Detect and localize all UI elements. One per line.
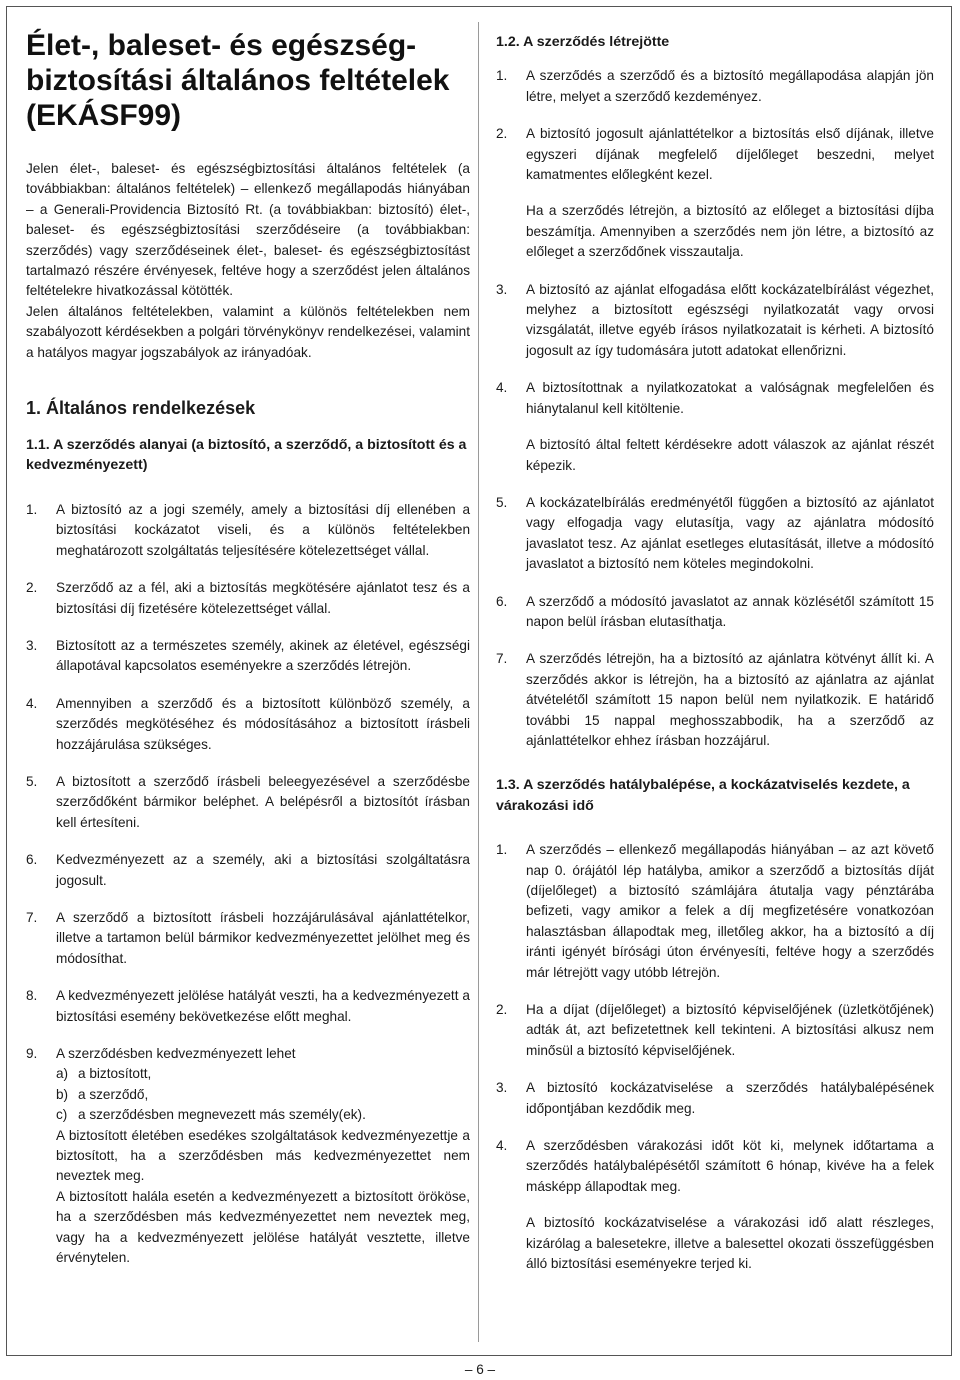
item-number: 1. [26, 501, 38, 517]
item-number: 2. [496, 126, 508, 142]
sub1-list [26, 500, 470, 1027]
item-text: A biztosító kockázatviselése a várakozási idő alatt részleges, kizárólag a balesetekre, illetve a balesettel okozati összefüggésben álló biztosítási eseményekre terjed ki. [526, 1215, 934, 1272]
item-number: 2. [496, 1002, 508, 1018]
list-item [496, 66, 934, 107]
subsection-heading: 1.2. A szerződés létrejötte [496, 34, 670, 50]
list-item [26, 578, 470, 619]
item-body [526, 840, 934, 983]
item-number: 3. [496, 281, 508, 297]
list-item [496, 280, 934, 362]
left-column [26, 28, 470, 1285]
list-item [26, 636, 470, 677]
item-number: 3. [26, 637, 38, 653]
item-body [56, 772, 470, 833]
item-text: A szerződés – ellenkező megállapodás hiányában – az azt követő nap 0. órájától lép hatályba, amikor a szerződő a biztosítás díját (díjelőleget) a biztosító számlájára átutalja vagy pénztárába befizeti, vagy amikor a felek a díj megfizetésére vonatkozóan halasztásban állapodtak meg, illetőleg akkor, ha a biztosító a díj iránti igényét bírósági úton érvényesíti, feltéve hogy a szerződés már létrejött vagy utóbb létrejön. [526, 842, 934, 980]
item-text: A szerződés létrejön, ha a biztosító az ajánlatra kötvényt állít ki. A szerződés akkor is létrejön, ha a biztosító az ajánlatra az ajánlat átvételétől számított 15 napon belül nem nyilatkozik. E határidő további 15 nappal meghosszabbodik, ha a szerződő az ajánlattételkor ehhez írásban hozzájárul. [526, 651, 934, 748]
item-text: A kockázatelbírálás eredményétől függően a biztosító az ajánlatot vagy elfogadja vagy elutasítja, vagy az ajánlatra módosító javaslatot tesz. Az ajánlat esetleges elutasítását, illetve a módosító javaslatot a biztosító nem köteles megindokolni. [526, 494, 934, 572]
item-body [56, 908, 470, 969]
item-text: A szerződő a módosító javaslatot az annak közlésétől számított 15 napon belül írásban elutasíthatja. [526, 593, 934, 629]
item-number: 5. [496, 494, 508, 510]
item-text: A szerződés a szerződő és a biztosító megállapodása alapján jön létre, melyet a szerződő kezdeményez. [526, 68, 934, 104]
item-body [526, 493, 934, 575]
item-text: A biztosító jogosult ajánlattételkor a biztosítás első díjának, illetve egyszeri díjának megfelelő díjelőleget beszedni, melyet kamatmentes előlegként kezel. [526, 126, 934, 183]
item-text: A biztosító által feltett kérdésekre adott válaszok az ajánlat részét képezik. [526, 437, 934, 473]
item-number: 8. [26, 988, 38, 1004]
item-number: 7. [26, 909, 38, 925]
item-text: A biztosított a szerződő írásbeli beleegyezésével a szerződésbe szerződőként bármikor beléphet. A belépésről a biztosítót írásban kell értesíteni. [56, 773, 470, 830]
item-text: A szerződésben várakozási időt köt ki, melynek időtartama a szerződés hatálybalépésétől számított 6 hónap, kivéve ha a felek másképp állapodtak meg. [526, 1138, 934, 1194]
item-text: Szerződő az a fél, aki a biztosítás megkötésére ajánlatot tesz és a biztosítási díj fizetésére kötelezettséget vállal. [56, 580, 470, 616]
subsection-heading: 1.3. A szerződés hatálybalépése, a kockázatviselés kezdete, a várakozási idő [496, 777, 910, 814]
list-item [496, 1136, 934, 1274]
item-number: 3. [496, 1080, 508, 1096]
item-text: A szerződő a biztosított írásbeli hozzájárulásával ajánlattételkor, illetve a tartamon belül bármikor kedvezményezettet jelölhet meg és módosíthat. [56, 909, 470, 966]
item-body [526, 378, 934, 476]
item-number: 1. [496, 842, 508, 858]
item-text: A biztosított halála esetén a kedvezményezett a biztosított örököse, ha a szerződésben más kedvezményezettet nem neveztek meg, vagy ha a kedvezményezett jelölése hatályát vesztette, illetve érvénytelen. [56, 1188, 470, 1266]
item-text: A kedvezményezett jelölése hatályát veszti, ha a kedvezményezett a biztosítási esemény bekövetkezése előtt meghal. [56, 988, 470, 1024]
item-body [56, 850, 470, 891]
list-item [496, 592, 934, 633]
sub-letter: a) [56, 1066, 69, 1082]
item-text: A biztosított életében esedékes szolgáltatások kedvezményezettje a biztosított, ha a szerződésben más kedvezményezettet nem neveztek meg. [56, 1127, 470, 1184]
item-text: A biztosítottnak a nyilatkozatokat a valóságnak megfelelően és hiánytalanul kell kitöltenie. [526, 380, 934, 416]
item-text: Kedvezményezett az a személy, aki a biztosítási szolgáltatásra jogosult. [56, 852, 470, 888]
item-body [56, 986, 470, 1027]
sub-item [56, 1064, 470, 1084]
sub-letter: c) [56, 1107, 68, 1123]
item-text: Ha a szerződés létrejön, a biztosító az előleget a biztosítási díjba beszámítja. Amennyiben a szerződés nem jön létre, a biztosító az előleget a szerződőnek visszautalja. [526, 203, 934, 260]
list-item [496, 649, 934, 751]
list-item [26, 694, 470, 755]
item-number: 7. [496, 651, 508, 667]
list-item [496, 1078, 934, 1119]
column-divider [478, 22, 479, 1342]
item-body [526, 280, 934, 362]
sub-letter: b) [56, 1086, 69, 1102]
item-text: Ha a díjat (díjelőleget) a biztosító képviselőjének (üzletkötőjének) adták át, azt befizetettnek kell tekinteni. A biztosítási alkusz nem minősül a biztosító képviselőjének. [526, 1002, 934, 1058]
item-body [56, 694, 470, 755]
intro-paragraph: Jelen általános feltételekben, valamint a különös feltételekben nem szabályozott kérdésekben a polgári törvénykönyv rendelkezései, valamint a hatályos magyar jogszabályok az irányadóak. [26, 303, 470, 360]
list-item [26, 986, 470, 1027]
item-number: 6. [496, 593, 508, 609]
intro-text [26, 159, 470, 363]
list-item [26, 1044, 470, 1268]
item-number: 6. [26, 852, 38, 868]
item-text: A biztosító kockázatviselése a szerződés hatálybalépésének időpontjában kezdődik meg. [526, 1080, 934, 1116]
item-number: 4. [496, 380, 508, 396]
sub-text: a szerződő, [78, 1086, 149, 1102]
item-number: 5. [26, 773, 38, 789]
item-body [526, 1136, 934, 1274]
item-body [56, 500, 470, 561]
list-item [496, 124, 934, 262]
item-number: 9. [26, 1046, 38, 1061]
list-item [26, 850, 470, 891]
sub3-list [496, 840, 934, 1274]
item-body [56, 636, 470, 677]
sub-text: a szerződésben megnevezett más személy(ek). [78, 1107, 366, 1123]
item-body [526, 1078, 934, 1119]
item-text: A szerződésben kedvezményezett lehet [56, 1046, 296, 1061]
sub-item [56, 1105, 470, 1125]
intro-paragraph: Jelen élet-, baleset- és egészségbiztosítási általános feltételek (a továbbiakban: általános feltételek) – ellenkező megállapodás hiányában – a Generali-Providencia Biztosító Rt. (a továbbiakban: biztosító) élet-, baleset- és egészségbiztosítási szerződéseire (a továbbiakban: szerződés) vagy szerződéseinek élet-, baleset- és egészségbiztosítást tartalmazó részére érvényesek, feltéve hogy a szerződést jelen általános feltételekre hivatkozással kötötték. [26, 161, 470, 299]
list-item [496, 493, 934, 575]
item-body [526, 592, 934, 633]
item-body [526, 1000, 934, 1061]
sub-item [56, 1085, 470, 1105]
list-item [496, 840, 934, 983]
item-text: A biztosító az ajánlat elfogadása előtt kockázatelbírálást végezhet, melyhez a biztosított egészségi nyilatkozatát vagy orvosi vizsgálatát, illetve egyéb írásos nyilatkozatait is kérheti. A biztosító jogosult az így tudomására jutott adatokat ellenőrizni. [526, 281, 934, 358]
list-item [26, 500, 470, 561]
sub2-list [496, 66, 934, 751]
item-number: 1. [496, 68, 508, 84]
item-number: 4. [26, 695, 38, 711]
item-body [526, 124, 934, 262]
page-number: – 6 – [464, 1362, 496, 1377]
item-body [56, 578, 470, 619]
item-body [526, 649, 934, 751]
right-column [496, 32, 934, 1292]
item-body [56, 1044, 470, 1268]
list-item [26, 772, 470, 833]
item-text: A biztosító az a jogi személy, amely a biztosítási díj ellenében a biztosítási kockázatot viseli, és a különös feltételekben meghatározott szolgáltatás teljesítésére kötelezettséget vállal. [56, 501, 470, 558]
sub-text: a biztosított, [78, 1066, 152, 1082]
list-item [26, 908, 470, 969]
subsection-heading: 1.1. A szerződés alanyai (a biztosító, a szerződő, a biztosított és a kedvezményezett) [26, 437, 467, 474]
item-number: 4. [496, 1138, 508, 1154]
list-item [496, 1000, 934, 1061]
item-text: Biztosított az a természetes személy, akinek az életével, egészségi állapotával kapcsolatos eseményekre a szerződés létrejön. [56, 637, 470, 674]
list-item [496, 378, 934, 476]
item-body [526, 66, 934, 107]
item-number: 2. [26, 580, 38, 596]
document-title: Élet-, baleset- és egészség-biztosítási általános feltételek (EKÁSF99) [26, 29, 450, 132]
item-text: Amennyiben a szerződő és a biztosított különböző személy, a szerződés megkötéséhez és módosításához a biztosított írásbeli hozzájárulása szükséges. [56, 695, 470, 752]
section-heading: 1. Általános rendelkezések [26, 398, 256, 419]
